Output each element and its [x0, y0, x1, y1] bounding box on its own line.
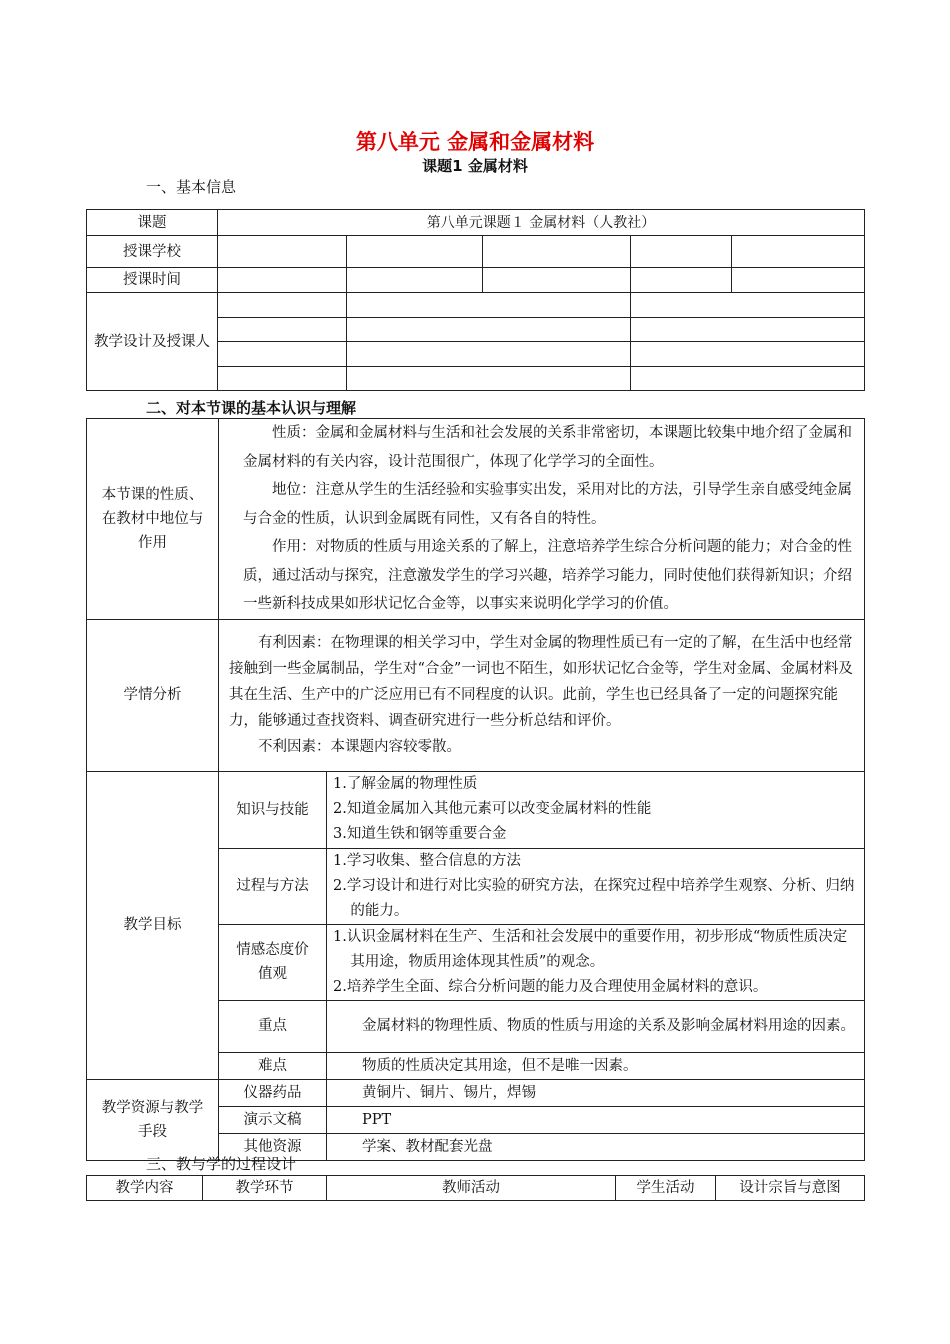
- process-header: 设计宗旨与意图: [716, 1176, 865, 1201]
- designer-cell: [631, 293, 865, 318]
- resource-value-text: PPT: [362, 1111, 392, 1128]
- time-cell: [218, 268, 347, 293]
- analysis-paragraph: 有利因素：在物理课的相关学习中，学生对金属的物理性质已有一定的了解，在生活中也经常接触到一些金属制品，学生对“合金”一词也不陌生，如形状记忆合金等，学生对金属、金属材料及其在生活、生产中的广泛应用已有不同程度的认识。此前，学生也已经具备了一定的问题探究能力，能够通过查找资料、调查研究进行一些分析总结和评价。: [229, 635, 853, 729]
- page-subtitle: 课题1 金属材料: [422, 157, 528, 175]
- knowledge-content: [327, 771, 865, 848]
- school-cell: [347, 236, 483, 268]
- process-header: 教师活动: [327, 1176, 616, 1201]
- time-cell: [483, 268, 631, 293]
- analysis-content: [219, 619, 865, 771]
- time-label: 授课时间: [87, 268, 218, 293]
- process-table: [86, 1175, 865, 1201]
- designer-cell: [347, 318, 631, 342]
- resource-row-value: [327, 1079, 865, 1106]
- difficulty-content: [327, 1052, 865, 1079]
- designer-cell: [218, 318, 347, 342]
- designer-label: 教学设计及授课人: [87, 293, 218, 391]
- school-cell: [218, 236, 347, 268]
- process-header: 教学环节: [203, 1176, 327, 1201]
- designer-cell: [218, 367, 347, 391]
- emotion-item: 2.培养学生全面、综合分析问题的能力及合理使用金属材料的意识。: [333, 978, 768, 995]
- emotion-label: 情感态度价值观: [219, 924, 327, 1000]
- designer-cell: [631, 318, 865, 342]
- analysis-paragraph: 不利因素：本课题内容较零散。: [258, 739, 461, 755]
- process-label: 过程与方法: [219, 848, 327, 924]
- designer-cell: [347, 342, 631, 367]
- time-cell: [347, 268, 483, 293]
- key-label: 重点: [219, 1000, 327, 1052]
- resource-value-text: 学案、教材配套光盘: [362, 1138, 493, 1155]
- knowledge-item: 1.了解金属的物理性质: [333, 776, 478, 792]
- process-header: 学生活动: [616, 1176, 716, 1201]
- designer-cell: [631, 367, 865, 391]
- objectives-label: 教学目标: [87, 771, 219, 1079]
- process-header: 教学内容: [87, 1176, 203, 1201]
- designer-cell: [347, 367, 631, 391]
- emotion-item: 1.认识金属材料在生产、生活和社会发展中的重要作用，初步形成“物质性质决定其用途，物质用途体现其性质”的观念。: [333, 928, 848, 970]
- emotion-content: [327, 924, 865, 1000]
- school-cell: [732, 236, 865, 268]
- section-heading-process: 三、教与学的过程设计: [146, 1155, 297, 1173]
- process-item: 1.学习收集、整合信息的方法: [333, 852, 521, 869]
- nature-paragraph: 作用：对物质的性质与用途关系的了解上，注意培养学生综合分析问题的能力；对合金的性质，通过活动与探究，注意激发学生的学习兴趣，培养学习能力，同时使他们获得新知识；介绍一些新科技成果如形状记忆合金等，以事实来说明化学学习的价值。: [243, 539, 852, 612]
- time-cell: [732, 268, 865, 293]
- nature-paragraph: 地位：注意从学生的生活经验和实验事实出发，采用对比的方法，引导学生亲自感受纯金属与合金的性质，认识到金属既有同性，又有各自的特性。: [243, 482, 852, 527]
- difficulty-label: 难点: [219, 1052, 327, 1079]
- designer-cell: [218, 342, 347, 367]
- knowledge-item: 2.知道金属加入其他元素可以改变金属材料的性能: [333, 801, 652, 817]
- knowledge-item: 3.知道生铁和钢等重要合金: [333, 826, 507, 842]
- process-item: 2.学习设计和进行对比实验的研究方法，在探究过程中培养学生观察、分析、归纳的能力。: [333, 877, 855, 919]
- analysis-label: 学情分析: [87, 619, 219, 771]
- key-content: [327, 1000, 865, 1052]
- page-title: 第八单元 金属和金属材料: [355, 130, 595, 154]
- difficulty-text: 物质的性质决定其用途，但不是唯一因素。: [362, 1057, 638, 1074]
- resource-row-value: [327, 1106, 865, 1133]
- topic-label: 课题: [87, 210, 218, 236]
- designer-cell: [347, 293, 631, 318]
- nature-label: 本节课的性质、在教材中地位与作用: [87, 419, 219, 620]
- section-heading-basic-info: 一、基本信息: [146, 178, 237, 196]
- basic-info-table: [86, 209, 865, 391]
- resource-row-label: 仪器药品: [219, 1079, 327, 1106]
- resource-value-text: 黄铜片、铜片、锡片，焊锡: [362, 1084, 536, 1101]
- nature-content: [219, 419, 865, 620]
- process-content: [327, 848, 865, 924]
- key-text: 金属材料的物理性质、物质的性质与用途的关系及影响金属材料用途的因素。: [362, 1018, 855, 1034]
- school-cell: [483, 236, 631, 268]
- resource-row-value: [327, 1133, 865, 1160]
- knowledge-label: 知识与技能: [219, 771, 327, 848]
- resources-label: 教学资源与教学手段: [87, 1079, 219, 1160]
- nature-paragraph: 性质：金属和金属材料与生活和社会发展的关系非常密切，本课题比较集中地介绍了金属和金属材料的有关内容，设计范围很广，体现了化学学习的全面性。: [243, 425, 852, 470]
- resource-row-label: 演示文稿: [219, 1106, 327, 1133]
- understanding-table: [86, 418, 865, 1161]
- designer-cell: [631, 342, 865, 367]
- topic-value: 第八单元课题１ 金属材料（人教社）: [218, 210, 865, 236]
- school-label: 授课学校: [87, 236, 218, 268]
- resource-row-label: 其他资源: [219, 1133, 327, 1160]
- designer-cell: [218, 293, 347, 318]
- section-heading-understanding: 二、对本节课的基本认识与理解: [146, 399, 357, 417]
- time-cell: [631, 268, 732, 293]
- school-cell: [631, 236, 732, 268]
